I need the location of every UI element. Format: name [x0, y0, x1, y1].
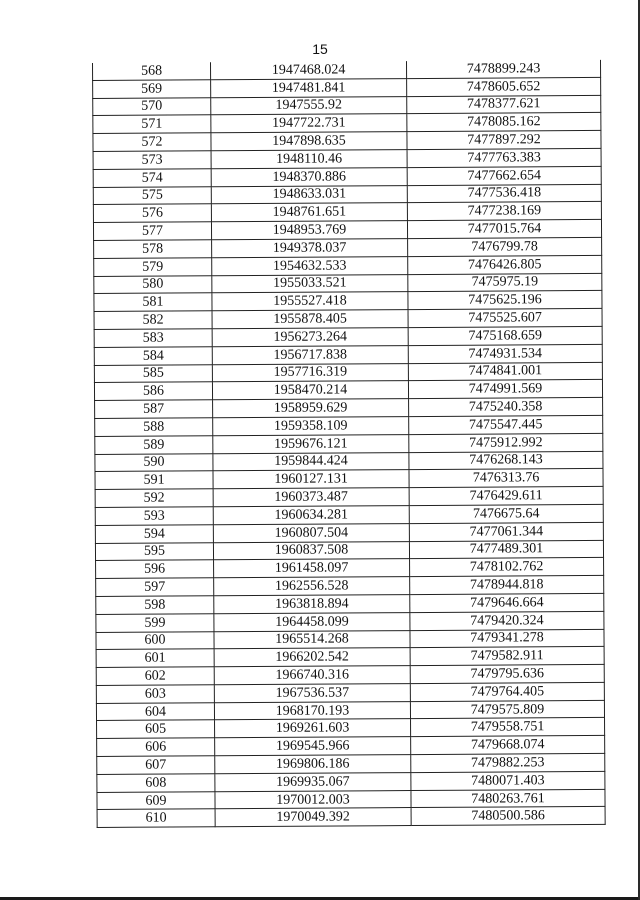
point-number-cell: 598 [96, 596, 214, 615]
y-coordinate-cell: 7476799.78 [408, 237, 602, 256]
x-coordinate-cell: 1969261.603 [215, 719, 411, 738]
point-number-cell: 573 [93, 151, 211, 170]
point-number-cell: 609 [97, 791, 215, 810]
y-coordinate-cell: 7479341.278 [410, 629, 604, 648]
x-coordinate-cell: 1948953.769 [211, 221, 407, 240]
x-coordinate-cell: 1959844.424 [213, 452, 409, 471]
point-number-cell: 594 [95, 524, 213, 543]
x-coordinate-cell: 1963818.894 [214, 594, 410, 613]
point-number-cell: 575 [93, 186, 211, 205]
y-coordinate-cell: 7477489.301 [409, 540, 603, 559]
y-coordinate-cell: 7477897.292 [407, 131, 601, 150]
point-number-cell: 576 [93, 204, 211, 223]
y-coordinate-cell: 7475625.196 [408, 291, 602, 310]
y-coordinate-cell: 7475975.19 [408, 273, 602, 292]
point-number-cell: 607 [97, 756, 215, 775]
y-coordinate-cell: 7474991.569 [408, 380, 602, 399]
x-coordinate-cell: 1958959.629 [213, 399, 409, 418]
x-coordinate-cell: 1957716.319 [212, 363, 408, 382]
y-coordinate-cell: 7480263.761 [411, 789, 605, 808]
point-number-cell: 570 [93, 97, 211, 116]
y-coordinate-cell: 7476268.143 [409, 451, 603, 470]
page-number: 15 [312, 41, 328, 57]
x-coordinate-cell: 1969935.067 [215, 772, 411, 791]
x-coordinate-cell: 1960634.281 [213, 505, 409, 524]
y-coordinate-cell: 7477536.418 [407, 184, 601, 203]
x-coordinate-cell: 1947555.92 [211, 96, 407, 115]
point-number-cell: 586 [94, 382, 212, 401]
point-number-cell: 602 [96, 667, 214, 686]
point-number-cell: 608 [97, 774, 215, 793]
y-coordinate-cell: 7479582.911 [410, 647, 604, 666]
y-coordinate-cell: 7477662.654 [407, 166, 601, 185]
point-number-cell: 596 [96, 560, 214, 579]
x-coordinate-cell: 1954632.533 [212, 256, 408, 275]
coordinates-table [92, 60, 606, 828]
point-number-cell: 569 [93, 80, 211, 99]
y-coordinate-cell: 7479646.664 [410, 593, 604, 612]
y-coordinate-cell: 7475168.659 [408, 326, 602, 345]
point-number-cell: 591 [95, 471, 213, 490]
point-number-cell: 601 [96, 649, 214, 668]
x-coordinate-cell: 1962556.528 [214, 577, 410, 596]
x-coordinate-cell: 1965514.268 [214, 630, 410, 649]
point-number-cell: 582 [94, 311, 212, 330]
point-number-cell: 571 [93, 115, 211, 134]
y-coordinate-cell: 7479882.253 [411, 753, 605, 772]
x-coordinate-cell: 1955878.405 [212, 310, 408, 329]
x-coordinate-cell: 1947481.841 [211, 78, 407, 97]
point-number-cell: 593 [95, 507, 213, 526]
y-coordinate-cell: 7476675.64 [409, 504, 603, 523]
x-coordinate-cell: 1955527.418 [212, 292, 408, 311]
point-number-cell: 578 [94, 240, 212, 259]
x-coordinate-cell: 1947468.024 [210, 61, 406, 79]
point-number-cell: 592 [95, 489, 213, 508]
x-coordinate-cell: 1947898.635 [211, 132, 407, 151]
y-coordinate-cell: 7475525.607 [408, 309, 602, 328]
y-coordinate-cell: 7480500.586 [411, 807, 605, 826]
point-number-cell: 572 [93, 133, 211, 152]
x-coordinate-cell: 1966202.542 [214, 648, 410, 667]
x-coordinate-cell: 1960127.131 [213, 470, 409, 489]
x-coordinate-cell: 1960373.487 [213, 488, 409, 507]
x-coordinate-cell: 1960807.504 [213, 523, 409, 542]
x-coordinate-cell: 1969806.186 [215, 755, 411, 774]
y-coordinate-cell: 7474841.001 [408, 362, 602, 381]
point-number-cell: 590 [95, 453, 213, 472]
x-coordinate-cell: 1948110.46 [211, 150, 407, 169]
x-coordinate-cell: 1948761.651 [211, 203, 407, 222]
x-coordinate-cell: 1970012.003 [215, 790, 411, 809]
point-number-cell: 610 [97, 809, 215, 828]
x-coordinate-cell: 1959358.109 [213, 417, 409, 436]
point-number-cell: 583 [94, 329, 212, 348]
table-row [97, 807, 605, 828]
x-coordinate-cell: 1956717.838 [212, 345, 408, 364]
y-coordinate-cell: 7478899.243 [406, 60, 600, 78]
y-coordinate-cell: 7479575.809 [410, 700, 604, 719]
x-coordinate-cell: 1968170.193 [214, 701, 410, 720]
x-coordinate-cell: 1964458.099 [214, 612, 410, 631]
point-number-cell: 588 [95, 418, 213, 437]
y-coordinate-cell: 7475912.992 [409, 433, 603, 452]
y-coordinate-cell: 7475547.445 [409, 415, 603, 434]
y-coordinate-cell: 7478377.621 [407, 95, 601, 114]
coordinates-table-body [92, 60, 605, 828]
point-number-cell: 595 [95, 542, 213, 561]
y-coordinate-cell: 7478605.652 [407, 77, 601, 96]
y-coordinate-cell: 7477015.764 [407, 220, 601, 239]
x-coordinate-cell: 1966740.316 [214, 666, 410, 685]
y-coordinate-cell: 7477061.344 [409, 522, 603, 541]
point-number-cell: 585 [94, 364, 212, 383]
point-number-cell: 599 [96, 613, 214, 632]
point-number-cell: 605 [97, 720, 215, 739]
x-coordinate-cell: 1948633.031 [211, 185, 407, 204]
y-coordinate-cell: 7475240.358 [409, 398, 603, 417]
y-coordinate-cell: 7479668.074 [411, 736, 605, 755]
point-number-cell: 604 [96, 702, 214, 721]
x-coordinate-cell: 1956273.264 [212, 328, 408, 347]
x-coordinate-cell: 1970049.392 [215, 808, 411, 827]
y-coordinate-cell: 7474931.534 [408, 344, 602, 363]
point-number-cell: 574 [93, 169, 211, 188]
point-number-cell: 580 [94, 275, 212, 294]
y-coordinate-cell: 7479420.324 [410, 611, 604, 630]
point-number-cell: 577 [93, 222, 211, 241]
point-number-cell: 579 [94, 258, 212, 277]
y-coordinate-cell: 7480071.403 [411, 771, 605, 790]
y-coordinate-cell: 7479764.405 [410, 682, 604, 701]
x-coordinate-cell: 1955033.521 [212, 274, 408, 293]
y-coordinate-cell: 7478944.818 [410, 575, 604, 594]
y-coordinate-cell: 7477763.383 [407, 148, 601, 167]
point-number-cell: 568 [92, 62, 210, 80]
x-coordinate-cell: 1967536.537 [214, 683, 410, 702]
point-number-cell: 587 [95, 400, 213, 419]
x-coordinate-cell: 1947722.731 [211, 114, 407, 133]
x-coordinate-cell: 1949378.037 [212, 239, 408, 258]
point-number-cell: 597 [96, 578, 214, 597]
point-number-cell: 581 [94, 293, 212, 312]
y-coordinate-cell: 7478102.762 [410, 558, 604, 577]
y-coordinate-cell: 7476313.76 [409, 469, 603, 488]
y-coordinate-cell: 7476426.805 [408, 255, 602, 274]
point-number-cell: 600 [96, 631, 214, 650]
x-coordinate-cell: 1959676.121 [213, 434, 409, 453]
y-coordinate-cell: 7479795.636 [410, 664, 604, 683]
x-coordinate-cell: 1948370.886 [211, 167, 407, 186]
point-number-cell: 603 [96, 685, 214, 704]
x-coordinate-cell: 1961458.097 [214, 559, 410, 578]
x-coordinate-cell: 1958470.214 [212, 381, 408, 400]
y-coordinate-cell: 7478085.162 [407, 113, 601, 132]
point-number-cell: 606 [97, 738, 215, 757]
y-coordinate-cell: 7476429.611 [409, 487, 603, 506]
x-coordinate-cell: 1960837.508 [213, 541, 409, 560]
point-number-cell: 584 [94, 347, 212, 366]
x-coordinate-cell: 1969545.966 [215, 737, 411, 756]
y-coordinate-cell: 7477238.169 [407, 202, 601, 221]
y-coordinate-cell: 7479558.751 [411, 718, 605, 737]
point-number-cell: 589 [95, 436, 213, 455]
